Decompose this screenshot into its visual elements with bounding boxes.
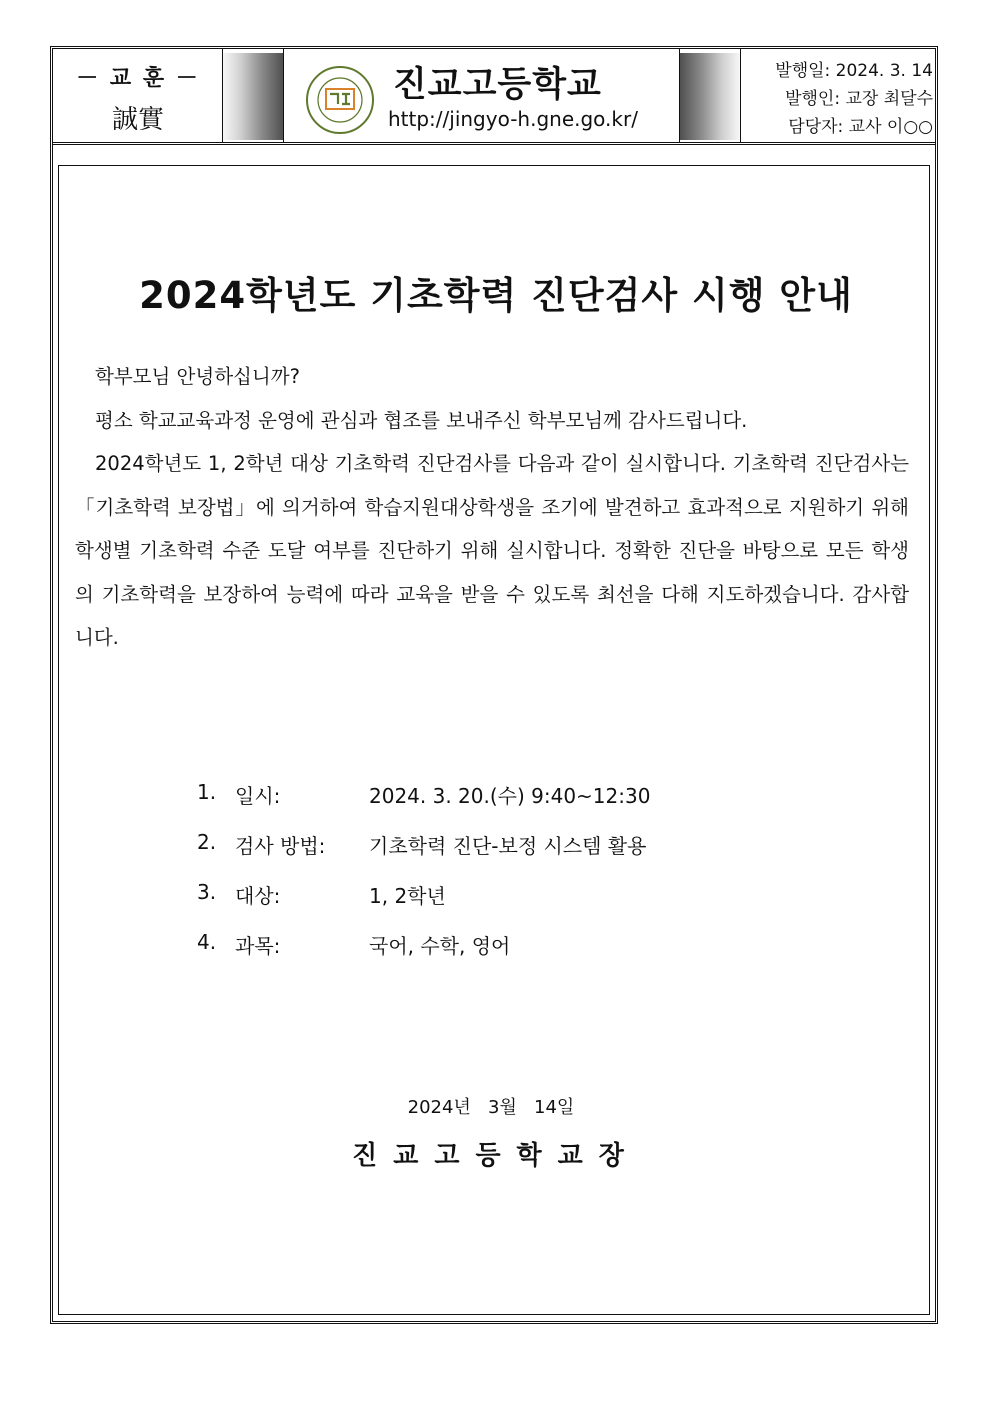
motto-heading: － 교 훈 － [76,66,200,91]
header-gradient-right [680,53,740,140]
contact-person: 담당자: 교사 이○○ [788,117,933,137]
issue-date: 발행일: 2024. 3. 14 [775,61,933,81]
school-name: 진교고등학교 [393,65,602,105]
motto-box [53,49,223,142]
newsletter-header [53,49,935,145]
motto-text: 誠實 [111,105,164,135]
document-date: 2024년 3월 14일 [407,1097,575,1118]
item-value: 1, 2학년 [369,884,446,908]
principal-signature: 진교고등학교장 [352,1141,640,1171]
greeting: 학부모님 안녕하십니까? [95,365,300,388]
item-label: 검사 방법: [235,834,326,858]
item-label: 일시: [235,784,281,808]
header-gradient-left [223,53,283,140]
school-seal-logo [305,65,375,135]
item-label: 과목: [235,934,281,958]
item-value: 2024. 3. 20.(수) 9:40~12:30 [369,784,651,808]
item-value: 국어, 수학, 영어 [369,934,511,958]
item-label: 대상: [235,884,281,908]
body-paragraph: 2024학년도 1, 2학년 대상 기초학력 진단검사를 다음과 같이 실시합니다. 기초학력 진단검사는「기초학력 보장법」에 의거하여 학습지원대상학생을 조기에 발견하고 효과적으로 지원하기 위해 학생별 기초학력 수준 도달 여부를 진단하기 위해 실시합니다. 정확한 진단을 바탕으로 모든 학생의 기초학력을 보장하여 능력에 따라 교육을 받을 수 있도록 최선을 다해 지도하겠습니다. 감사합니다. [75,452,909,649]
issue-info [753,57,933,141]
school-url[interactable]: http://jingyo-h.gne.go.kr/ [388,107,638,131]
publisher: 발행인: 교장 최달수 [785,89,933,109]
letter-body [75,355,909,660]
item-value: 기초학력 진단-보정 시스템 활용 [369,834,647,858]
thanks-line: 평소 학교교육과정 운영에 관심과 협조를 보내주신 학부모님께 감사드립니다. [95,408,748,432]
document-title: 2024학년도 기초학력 진단검사 시행 안내 [139,274,853,317]
